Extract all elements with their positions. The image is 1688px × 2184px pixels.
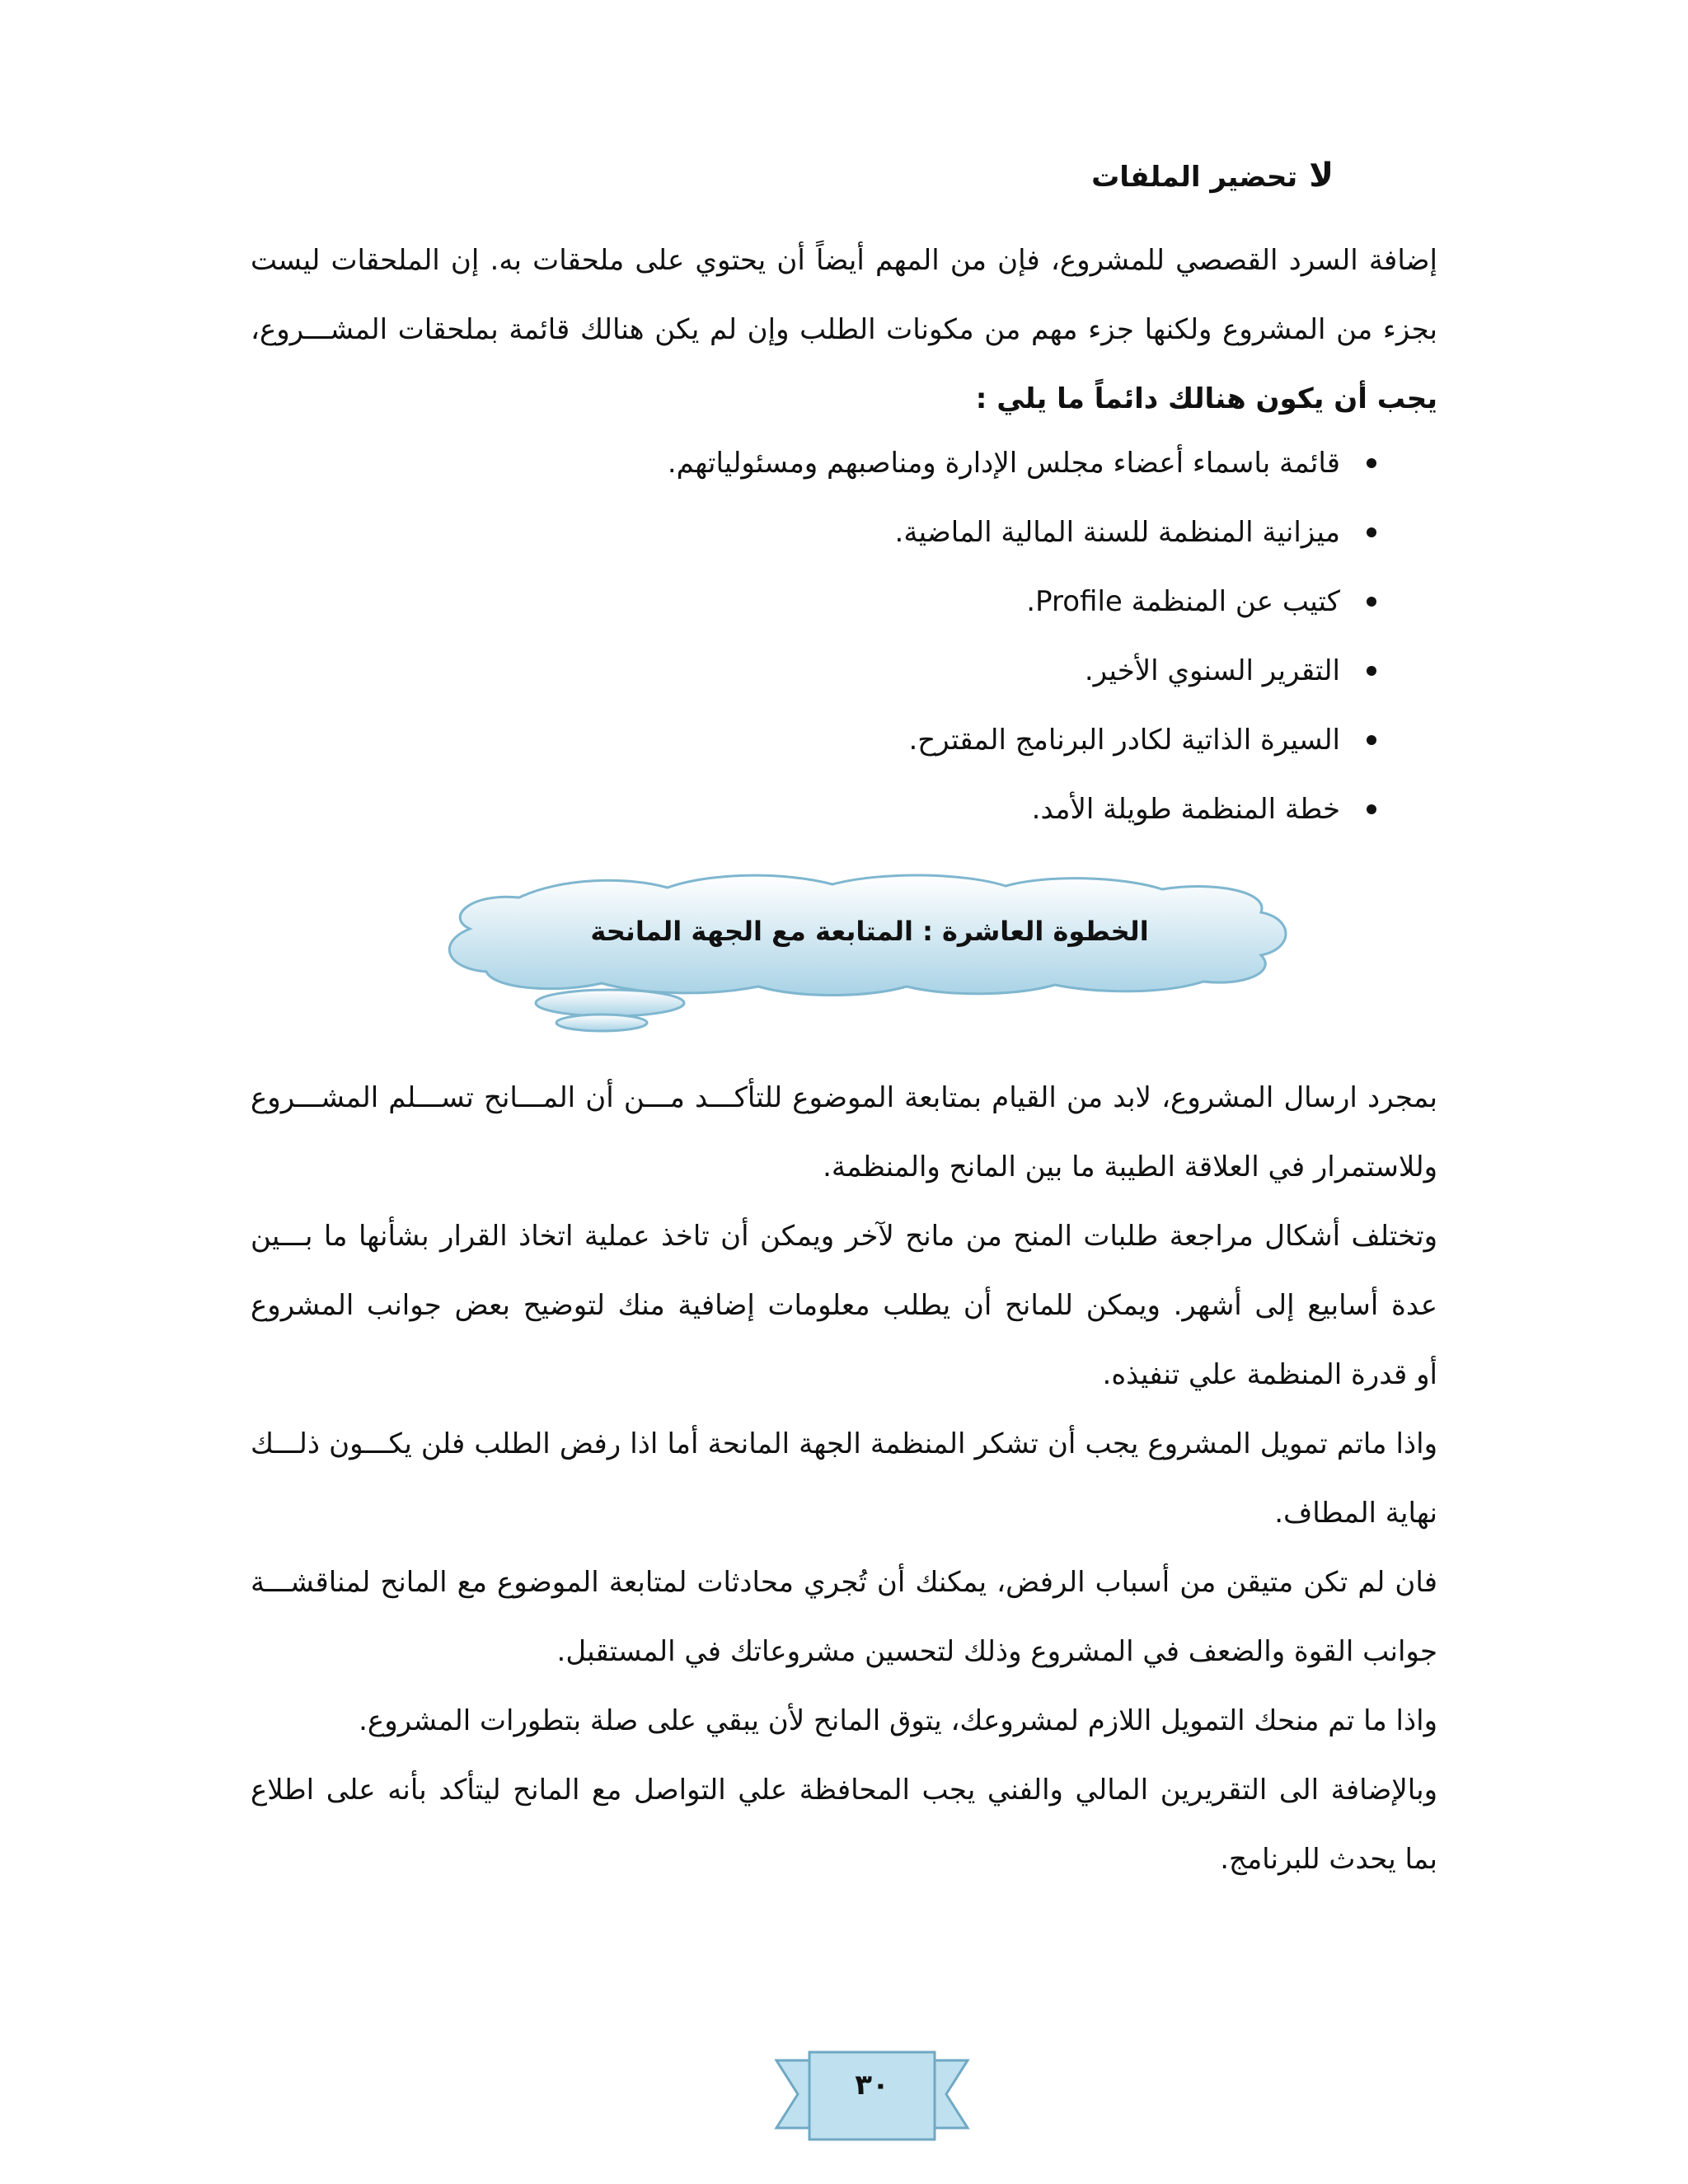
followup-body [251, 1063, 1437, 1894]
body-line: بمجرد ارسال المشروع، لابد من القيام بمتابعة الموضوع للتأكـــد مـــن أن المـــانح تســـلم المشـــروع [251, 1081, 1437, 1114]
attachments-list [668, 429, 1383, 844]
list-item [668, 567, 1383, 636]
intro-line: إضافة السرد القصصي للمشروع، فإن من المهم أيضاً أن يحتوي على ملحقات به. إن الملحقات ليست [251, 244, 1437, 277]
list-item [668, 775, 1383, 844]
heading-mark: ﻻ [1309, 157, 1334, 194]
list-item [668, 498, 1383, 567]
bullet-icon [1367, 597, 1376, 607]
body-line: وللاستمرار في العلاقة الطيبة ما بين المانح والمنظمة. [823, 1151, 1437, 1183]
list-item-text: خطة المنظمة طويلة الأمد. [1031, 793, 1340, 826]
body-line: واذا ماتم تمويل المشروع يجب أن تشكر المنظمة الجهة المانحة أما اذا رفض الطلب فلن يكـــون ذلـــك [251, 1427, 1437, 1460]
body-line: واذا ما تم منحك التمويل اللازم لمشروعك، يتوق المانح لأن يبقي على صلة بتطورات المشروع. [359, 1704, 1437, 1737]
bullet-icon [1367, 804, 1376, 814]
intro-line: بجزء من المشروع ولكنها جزء مهم من مكونات الطلب وإن لم يكن هنالك قائمة بملحقات المشـــروع، [251, 313, 1437, 346]
step-banner-title: الخطوة العاشرة : المتابعة مع الجهة المانحة [590, 916, 1149, 947]
body-line: بما يحدث للبرنامج. [1220, 1843, 1437, 1876]
section-heading [1091, 157, 1334, 194]
bullet-icon [1367, 527, 1376, 537]
list-item-text: السيرة الذاتية لكادر البرنامج المقترح. [908, 724, 1340, 757]
body-line: وبالإضافة الى التقريرين المالي والفني يجب المحافظة علي التواصل مع المانح ليتأكد بأنه على اطلاع [251, 1774, 1437, 1807]
bullet-icon [1367, 666, 1376, 676]
list-item-text: التقرير السنوي الأخير. [1084, 654, 1340, 687]
list-item [668, 636, 1383, 705]
list-item-text: كتيب عن المنظمة Profile. [1026, 585, 1340, 618]
list-item-text: ميزانية المنظمة للسنة المالية الماضية. [894, 516, 1340, 549]
intro-paragraph [251, 226, 1437, 434]
bullet-icon [1367, 735, 1376, 745]
body-line: عدة أسابيع إلى أشهر. ويمكن للمانح أن يطلب معلومات إضافية منك لتوضيح بعض جوانب المشروع [251, 1289, 1437, 1322]
body-line: جوانب القوة والضعف في المشروع وذلك لتحسين مشروعاتك في المستقبل. [556, 1635, 1437, 1668]
heading-title: تحضير الملفات [1091, 161, 1298, 194]
body-line: وتختلف أشكال مراجعة طلبات المنح من مانح لآخر ويمكن أن تاخذ عملية اتخاذ القرار بشأنها ما بـــين [251, 1220, 1437, 1253]
list-item-text: قائمة باسماء أعضاء مجلس الإدارة ومناصبهم ومسئولياتهم. [667, 447, 1340, 480]
body-line: نهاية المطاف. [1274, 1497, 1437, 1530]
body-line: فان لم تكن متيقن من أسباب الرفض، يمكنك أن تُجري محادثات لمتابعة الموضوع مع المانح لمناقشـــة [251, 1566, 1437, 1599]
page-number: ٣٠ [855, 2069, 889, 2102]
step-banner [437, 869, 1302, 1034]
body-line: أو قدرة المنظمة علي تنفيذه. [1102, 1358, 1437, 1391]
intro-must-line: يجب أن يكون هنالك دائماً ما يلي : [975, 382, 1437, 415]
bullet-icon [1367, 458, 1376, 468]
list-item [668, 705, 1383, 775]
cloud-icon [437, 869, 1302, 1034]
list-item [668, 429, 1383, 498]
